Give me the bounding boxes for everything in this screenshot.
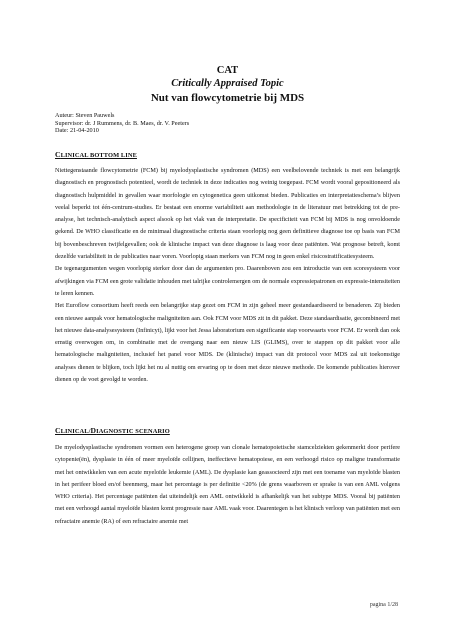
- document-title: Nut van flowcytometrie bij MDS: [150, 92, 305, 104]
- paragraph: De tegenargumenten wegen voorlopig sterker door dan de argumenten pro. Daarenboven zou een introductie van een scoresysteem voor afwijkingen via FCM een grote validatie inhouden met talrijke controlemergen om de normale expressiepatronen en expressie-intensiteiten te leren kennen.: [55, 265, 400, 297]
- meta-date: Date: 21-04-2010: [55, 127, 99, 135]
- paragraph: Niettegenstaande flowcytometrie (FCM) bij myelodysplastische syndromen (MDS) een veelbelovende techniek is met een belangrijk diagnostisch en prognostisch potentieel, wordt de techniek in deze indicaties nog weinig toegepast. FCM wordt vooral gepositioneerd als diagnostisch hulpmiddel in gevallen waar morfologie en cytogenetica geen uitkomst bieden. Publicaties en interpretatieschema’s blijven veelal beperkt tot één-centrum-studies. Er bestaat een enorme variabiliteit aan methodologie in de literatuur met betrekking tot de pre-analyse, het technisch-analytisch aspect alsook op het vlak van de interpretatie. De specificiteit van FCM bij MDS is nog onvoldoende gekend. De WHO classificatie en de minimaal diagnostische criteria staan voorlopig nog geen definitieve diagnose toe op basis van FCM bij bovenbeschreven twijfelgevallen; ook de klinische impact van deze diagnose is laag voor deze patiënten. Wat prognose betreft, komt dezelfde variabiliteit in de publicaties naar voren. Voorlopig staan merkers van FCM nog in geen enkel risicostratificatiesysteem.: [55, 167, 400, 261]
- header-cat: CAT: [216, 65, 239, 76]
- meta-author: Auteur: Steven Pauwels: [55, 112, 115, 119]
- section-heading-clinical-bottom-line: CLINICAL BOTTOM LINE: [55, 150, 137, 159]
- header-subtitle: Critically Appraised Topic: [171, 78, 284, 89]
- paragraph: De myelodysplastische syndromen vormen een heterogene groep van clonale hematopoietische stamcelziekten gekenmerkt door perifere cytopenie(ën), dysplasie in één of meer myeloïde cellijnen, ineffectieve hematopoiese, en een verhoogd risico op maligne transformatie met het ontwikkelen van een acute myeloïde leukemie (AML). De dysplasie kan geassocieerd zijn met een toename van myeloïde blasten in het perifeer bloed en/of beenmerg, maar het percentage is per definitie <20% (de grens waarboven er sprake is van een AML volgens WHO criteria). Het percentage patiënten dat uiteindelijk een AML ontwikkeld is afhankelijk van het subtype MDS. Vooral bij patiënten met een verhoogd aantal myeloïde blasten komt progressie naar AML vaak voor. Daarentegen is het klinisch verloop van patiënten met een refractaire anemie (RA) of een refractaire anemie met: [55, 444, 400, 525]
- paragraph: Het Euroflow consortium heeft reeds een belangrijke stap gezet om FCM in zijn geheel meer gestandaardiseerd te benaderen. Zij bieden een nieuwe aanpak voor hematologische maligniteiten aan. Ook FCM voor MDS zit in dit pakket. Deze standaardisatie, gecombineerd met het nieuwe data-analysesysteem (Infinicyt), lijkt voor het Jessa laboratorium een significante stap voorwaarts voor FCM. Er wordt dan ook ernstig overwogen om, in combinatie met de overgang naar een nieuw LIS (GLIMS), over te stappen op dit pakket voor alle hematologische maligniteiten, inclusief het panel voor MDS. De (klinische) impact van dit protocol voor MDS zal uit toekomstige analyses dienen te blijken, toch lijkt het nu al nuttig om ervaring op te doen met deze nieuwe methode. De komende publicaties hierover dienen op de voet gevolgd te worden.: [55, 302, 400, 384]
- meta-supervisor: Supervisor: dr. J Rummens, dr. B. Maes, dr. V. Peeters: [55, 119, 190, 127]
- document-meta: [55, 112, 400, 135]
- section-diagnostic-scenario: [55, 442, 400, 528]
- page-number: pagina 1/28: [369, 602, 398, 608]
- section-heading-diagnostic-scenario: CLINICAL/DIAGNOSTIC SCENARIO: [55, 426, 170, 435]
- document-header: [55, 64, 400, 90]
- section-clinical-bottom-line: [55, 165, 400, 386]
